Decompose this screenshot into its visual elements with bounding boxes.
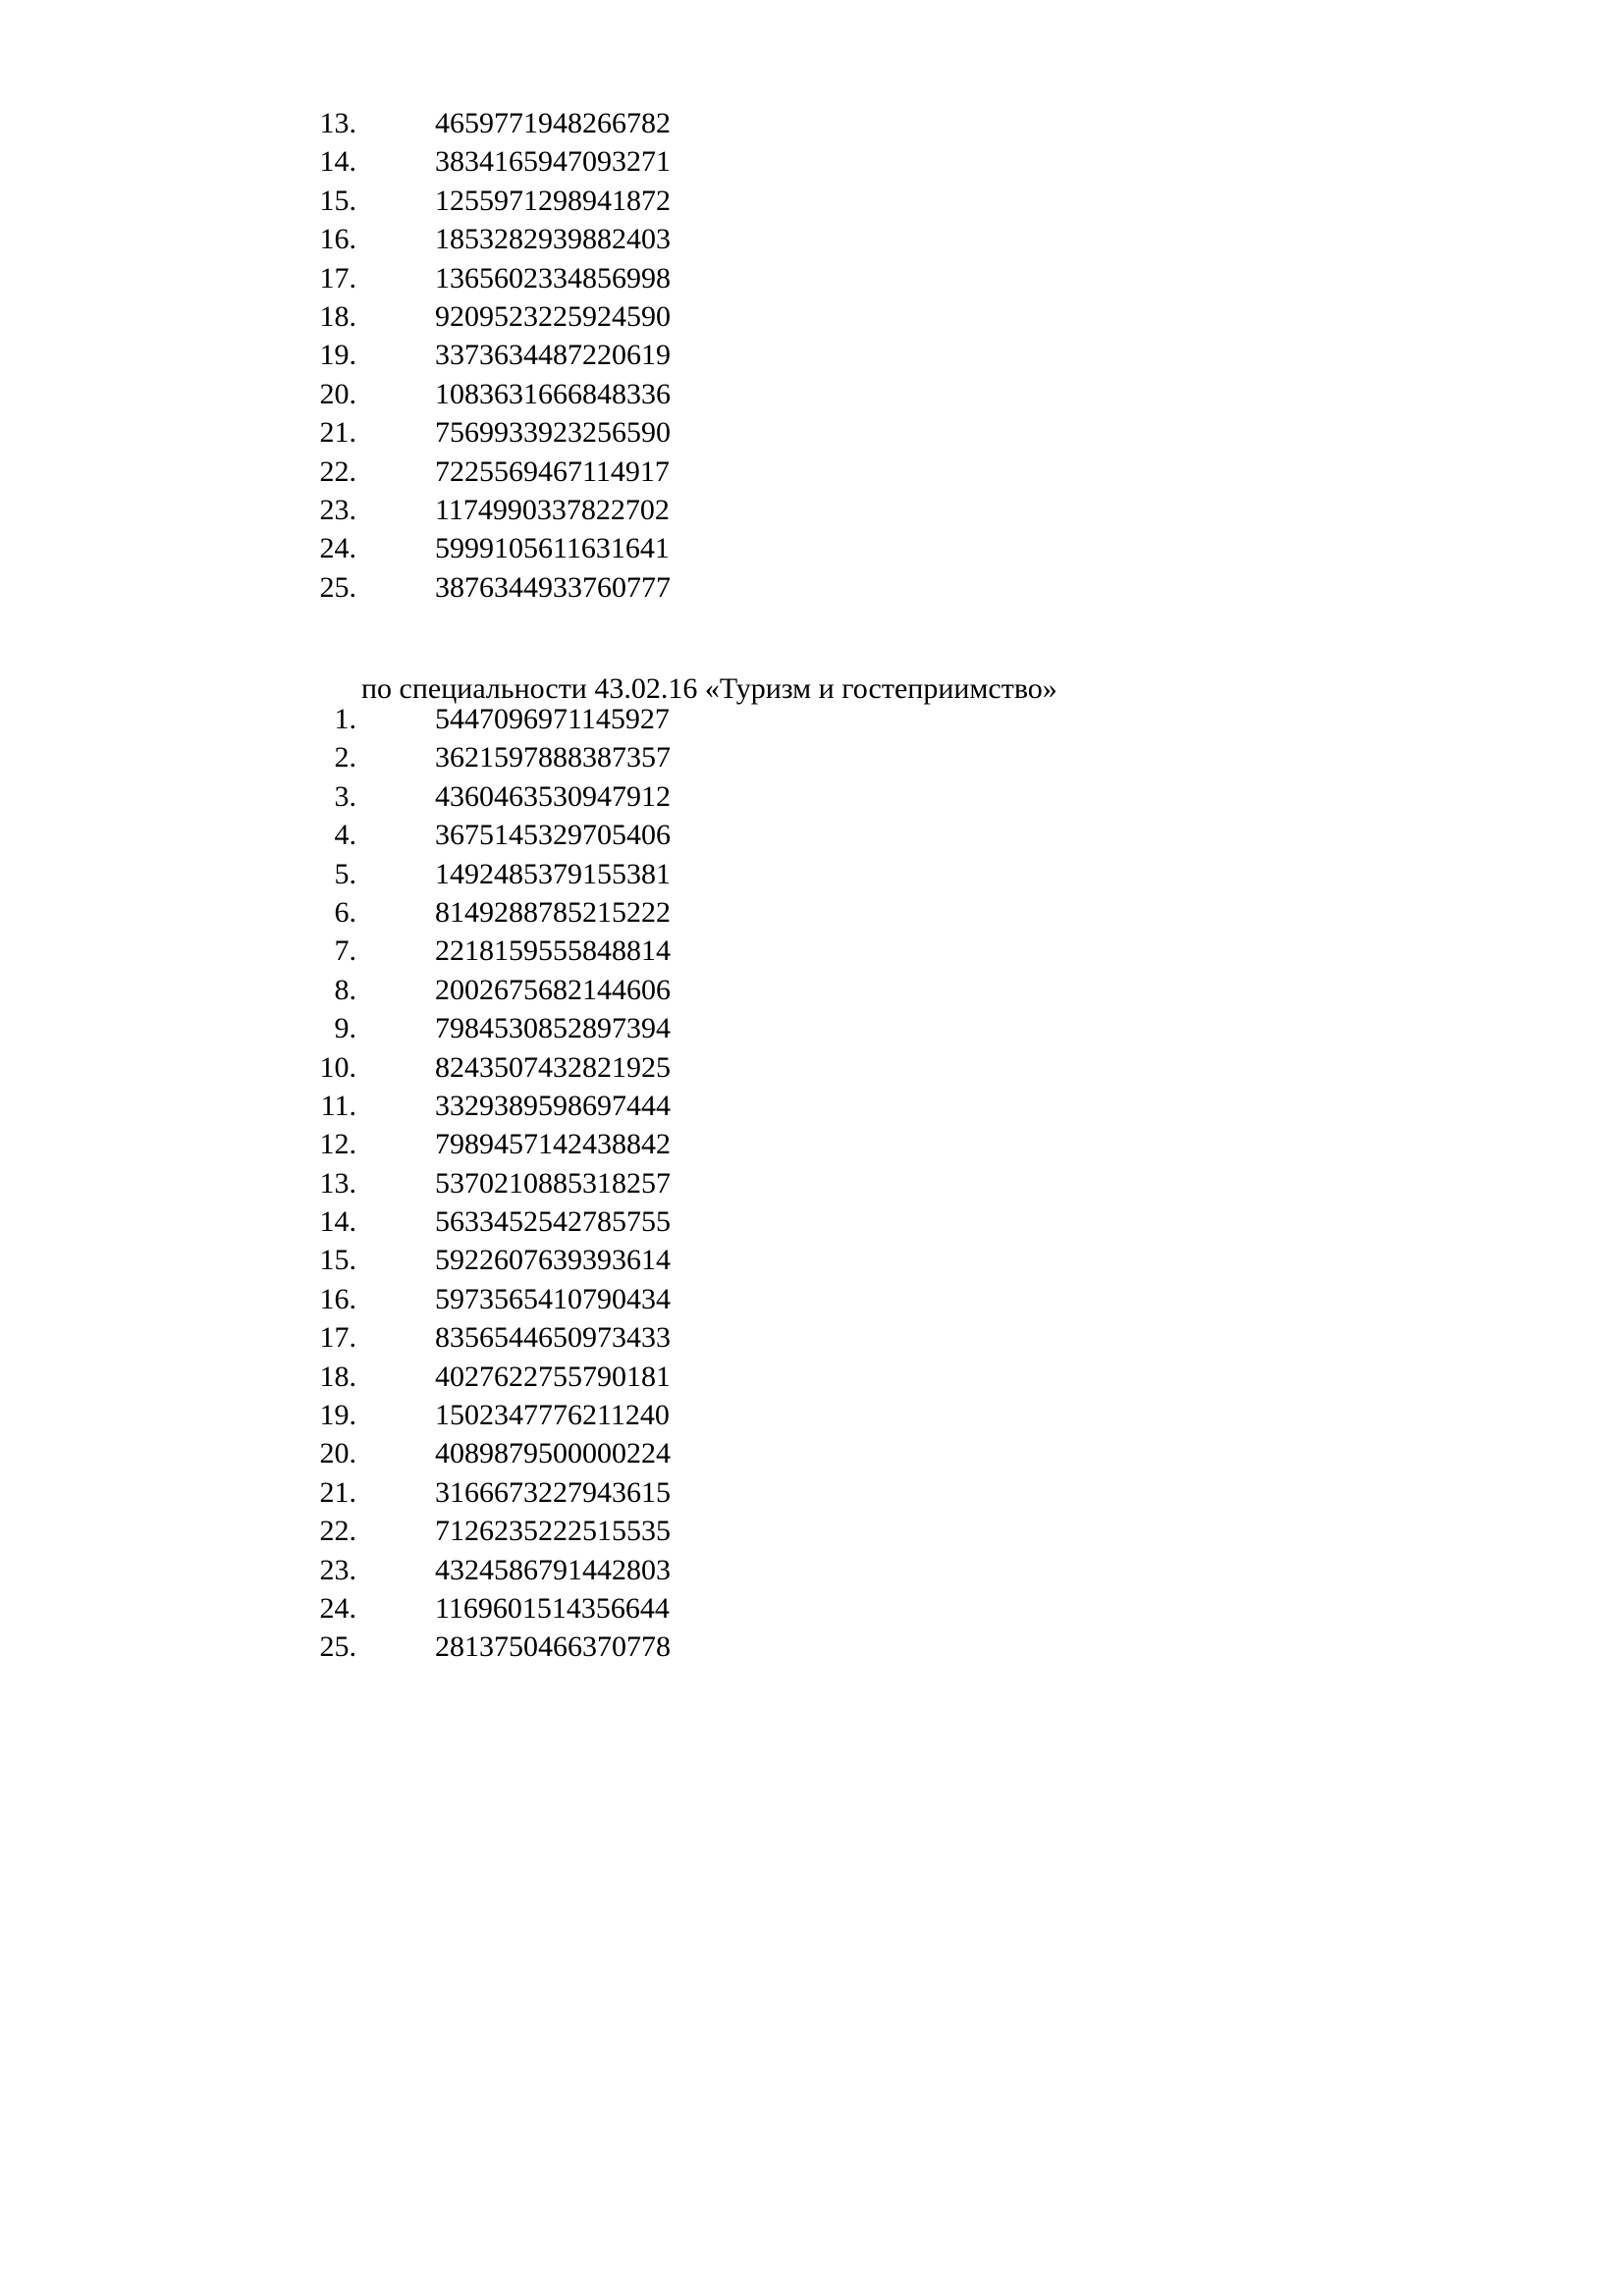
numbered-code-list-continued xyxy=(0,104,1624,607)
item-number: 14. xyxy=(319,1205,356,1239)
item-code: 7569933923256590 xyxy=(435,416,671,450)
item-code: 1255971298941872 xyxy=(435,184,671,217)
list-item xyxy=(0,1087,1624,1125)
item-number: 6. xyxy=(334,895,356,929)
list-item xyxy=(0,259,1624,297)
item-number: 15. xyxy=(319,184,356,217)
list-item xyxy=(0,1589,1624,1628)
list-item xyxy=(0,453,1624,491)
item-code: 8149288785215222 xyxy=(435,895,671,929)
list-item xyxy=(0,529,1624,567)
list-item xyxy=(0,182,1624,220)
item-code: 8243507432821925 xyxy=(435,1050,671,1084)
list-item xyxy=(0,1125,1624,1163)
item-code: 1083631666848336 xyxy=(435,377,671,410)
item-number: 7. xyxy=(334,934,356,968)
item-code: 9209523225924590 xyxy=(435,299,671,333)
item-number: 25. xyxy=(319,570,356,604)
list-item xyxy=(0,777,1624,816)
item-number: 13. xyxy=(319,1166,356,1200)
list-item xyxy=(0,1202,1624,1241)
item-number: 25. xyxy=(319,1630,356,1664)
item-code: 5922607639393614 xyxy=(435,1244,671,1277)
list-item xyxy=(0,816,1624,854)
list-item xyxy=(0,1164,1624,1202)
item-code: 3329389598697444 xyxy=(435,1089,671,1122)
list-item xyxy=(0,855,1624,893)
item-code: 3675145329705406 xyxy=(435,819,671,852)
item-number: 3. xyxy=(334,779,356,813)
item-number: 24. xyxy=(319,532,356,565)
list-item xyxy=(0,104,1624,142)
item-number: 20. xyxy=(319,377,356,410)
list-item xyxy=(0,1241,1624,1279)
list-item xyxy=(0,491,1624,529)
item-code: 4360463530947912 xyxy=(435,779,671,813)
item-number: 8. xyxy=(334,973,356,1006)
item-code: 7126235222515535 xyxy=(435,1515,671,1548)
item-code: 5999105611631641 xyxy=(435,532,670,565)
list-item xyxy=(0,893,1624,932)
item-number: 21. xyxy=(319,1475,356,1509)
item-code: 7225569467114917 xyxy=(435,454,670,488)
item-code: 1502347776211240 xyxy=(435,1399,670,1432)
list-item xyxy=(0,1009,1624,1047)
list-item xyxy=(0,1280,1624,1318)
list-item xyxy=(0,375,1624,413)
list-item xyxy=(0,1396,1624,1434)
item-code: 3166673227943615 xyxy=(435,1475,671,1509)
item-code: 5633452542785755 xyxy=(435,1205,671,1239)
list-item xyxy=(0,1512,1624,1550)
list-item xyxy=(0,336,1624,374)
item-code: 7989457142438842 xyxy=(435,1128,671,1161)
list-item xyxy=(0,568,1624,607)
list-item xyxy=(0,1318,1624,1357)
item-number: 18. xyxy=(319,1360,356,1393)
item-code: 3621597888387357 xyxy=(435,741,671,774)
item-number: 11. xyxy=(320,1089,356,1122)
list-item xyxy=(0,1473,1624,1512)
list-item xyxy=(0,932,1624,970)
item-code: 3373634487220619 xyxy=(435,339,671,372)
item-number: 17. xyxy=(319,261,356,294)
item-code: 5973565410790434 xyxy=(435,1282,671,1315)
item-number: 21. xyxy=(319,416,356,450)
list-item xyxy=(0,1048,1624,1087)
item-number: 14. xyxy=(319,145,356,179)
item-number: 1. xyxy=(334,703,356,735)
item-number: 15. xyxy=(319,1244,356,1277)
item-code: 3834165947093271 xyxy=(435,145,671,179)
item-code: 4324586791442803 xyxy=(435,1553,671,1586)
item-number: 22. xyxy=(319,454,356,488)
item-code: 1365602334856998 xyxy=(435,261,671,294)
item-number: 12. xyxy=(319,1128,356,1161)
item-number: 5. xyxy=(334,857,356,890)
item-code: 4089879500000224 xyxy=(435,1437,671,1470)
item-number: 24. xyxy=(319,1591,356,1625)
item-code: 2218159555848814 xyxy=(435,934,671,968)
item-code: 1174990337822702 xyxy=(435,493,670,526)
item-code: 4659771948266782 xyxy=(435,107,671,139)
item-code: 3876344933760777 xyxy=(435,570,671,604)
list-item xyxy=(0,1434,1624,1472)
item-code: 4027622755790181 xyxy=(435,1360,671,1393)
list-item xyxy=(0,413,1624,452)
list-item xyxy=(0,971,1624,1009)
item-code: 7984530852897394 xyxy=(435,1012,671,1045)
item-number: 10. xyxy=(319,1050,356,1084)
item-code: 2002675682144606 xyxy=(435,973,671,1006)
item-number: 19. xyxy=(319,339,356,372)
item-number: 22. xyxy=(319,1515,356,1548)
list-item xyxy=(0,220,1624,258)
item-number: 2. xyxy=(334,741,356,774)
list-item xyxy=(0,1551,1624,1589)
item-code: 2813750466370778 xyxy=(435,1630,671,1664)
list-item xyxy=(0,738,1624,776)
item-number: 9. xyxy=(334,1012,356,1045)
item-number: 20. xyxy=(319,1437,356,1470)
list-item xyxy=(0,1358,1624,1396)
list-item xyxy=(0,297,1624,336)
item-number: 16. xyxy=(319,223,356,256)
item-code: 5447096971145927 xyxy=(435,703,670,735)
numbered-code-list xyxy=(0,700,1624,1667)
item-number: 17. xyxy=(319,1321,356,1355)
list-item xyxy=(0,700,1624,738)
item-number: 16. xyxy=(319,1282,356,1315)
item-number: 13. xyxy=(319,107,356,139)
item-number: 23. xyxy=(319,493,356,526)
list-item xyxy=(0,142,1624,181)
item-number: 18. xyxy=(319,299,356,333)
item-number: 4. xyxy=(334,819,356,852)
item-code: 1853282939882403 xyxy=(435,223,671,256)
item-code: 1169601514356644 xyxy=(435,1591,670,1625)
item-number: 19. xyxy=(319,1399,356,1432)
list-item xyxy=(0,1628,1624,1666)
item-number: 23. xyxy=(319,1553,356,1586)
item-code: 5370210885318257 xyxy=(435,1166,671,1200)
item-code: 1492485379155381 xyxy=(435,857,671,890)
section-heading: по специальности 43.02.16 «Туризм и гостеприимство» xyxy=(361,672,1057,705)
item-code: 8356544650973433 xyxy=(435,1321,671,1355)
